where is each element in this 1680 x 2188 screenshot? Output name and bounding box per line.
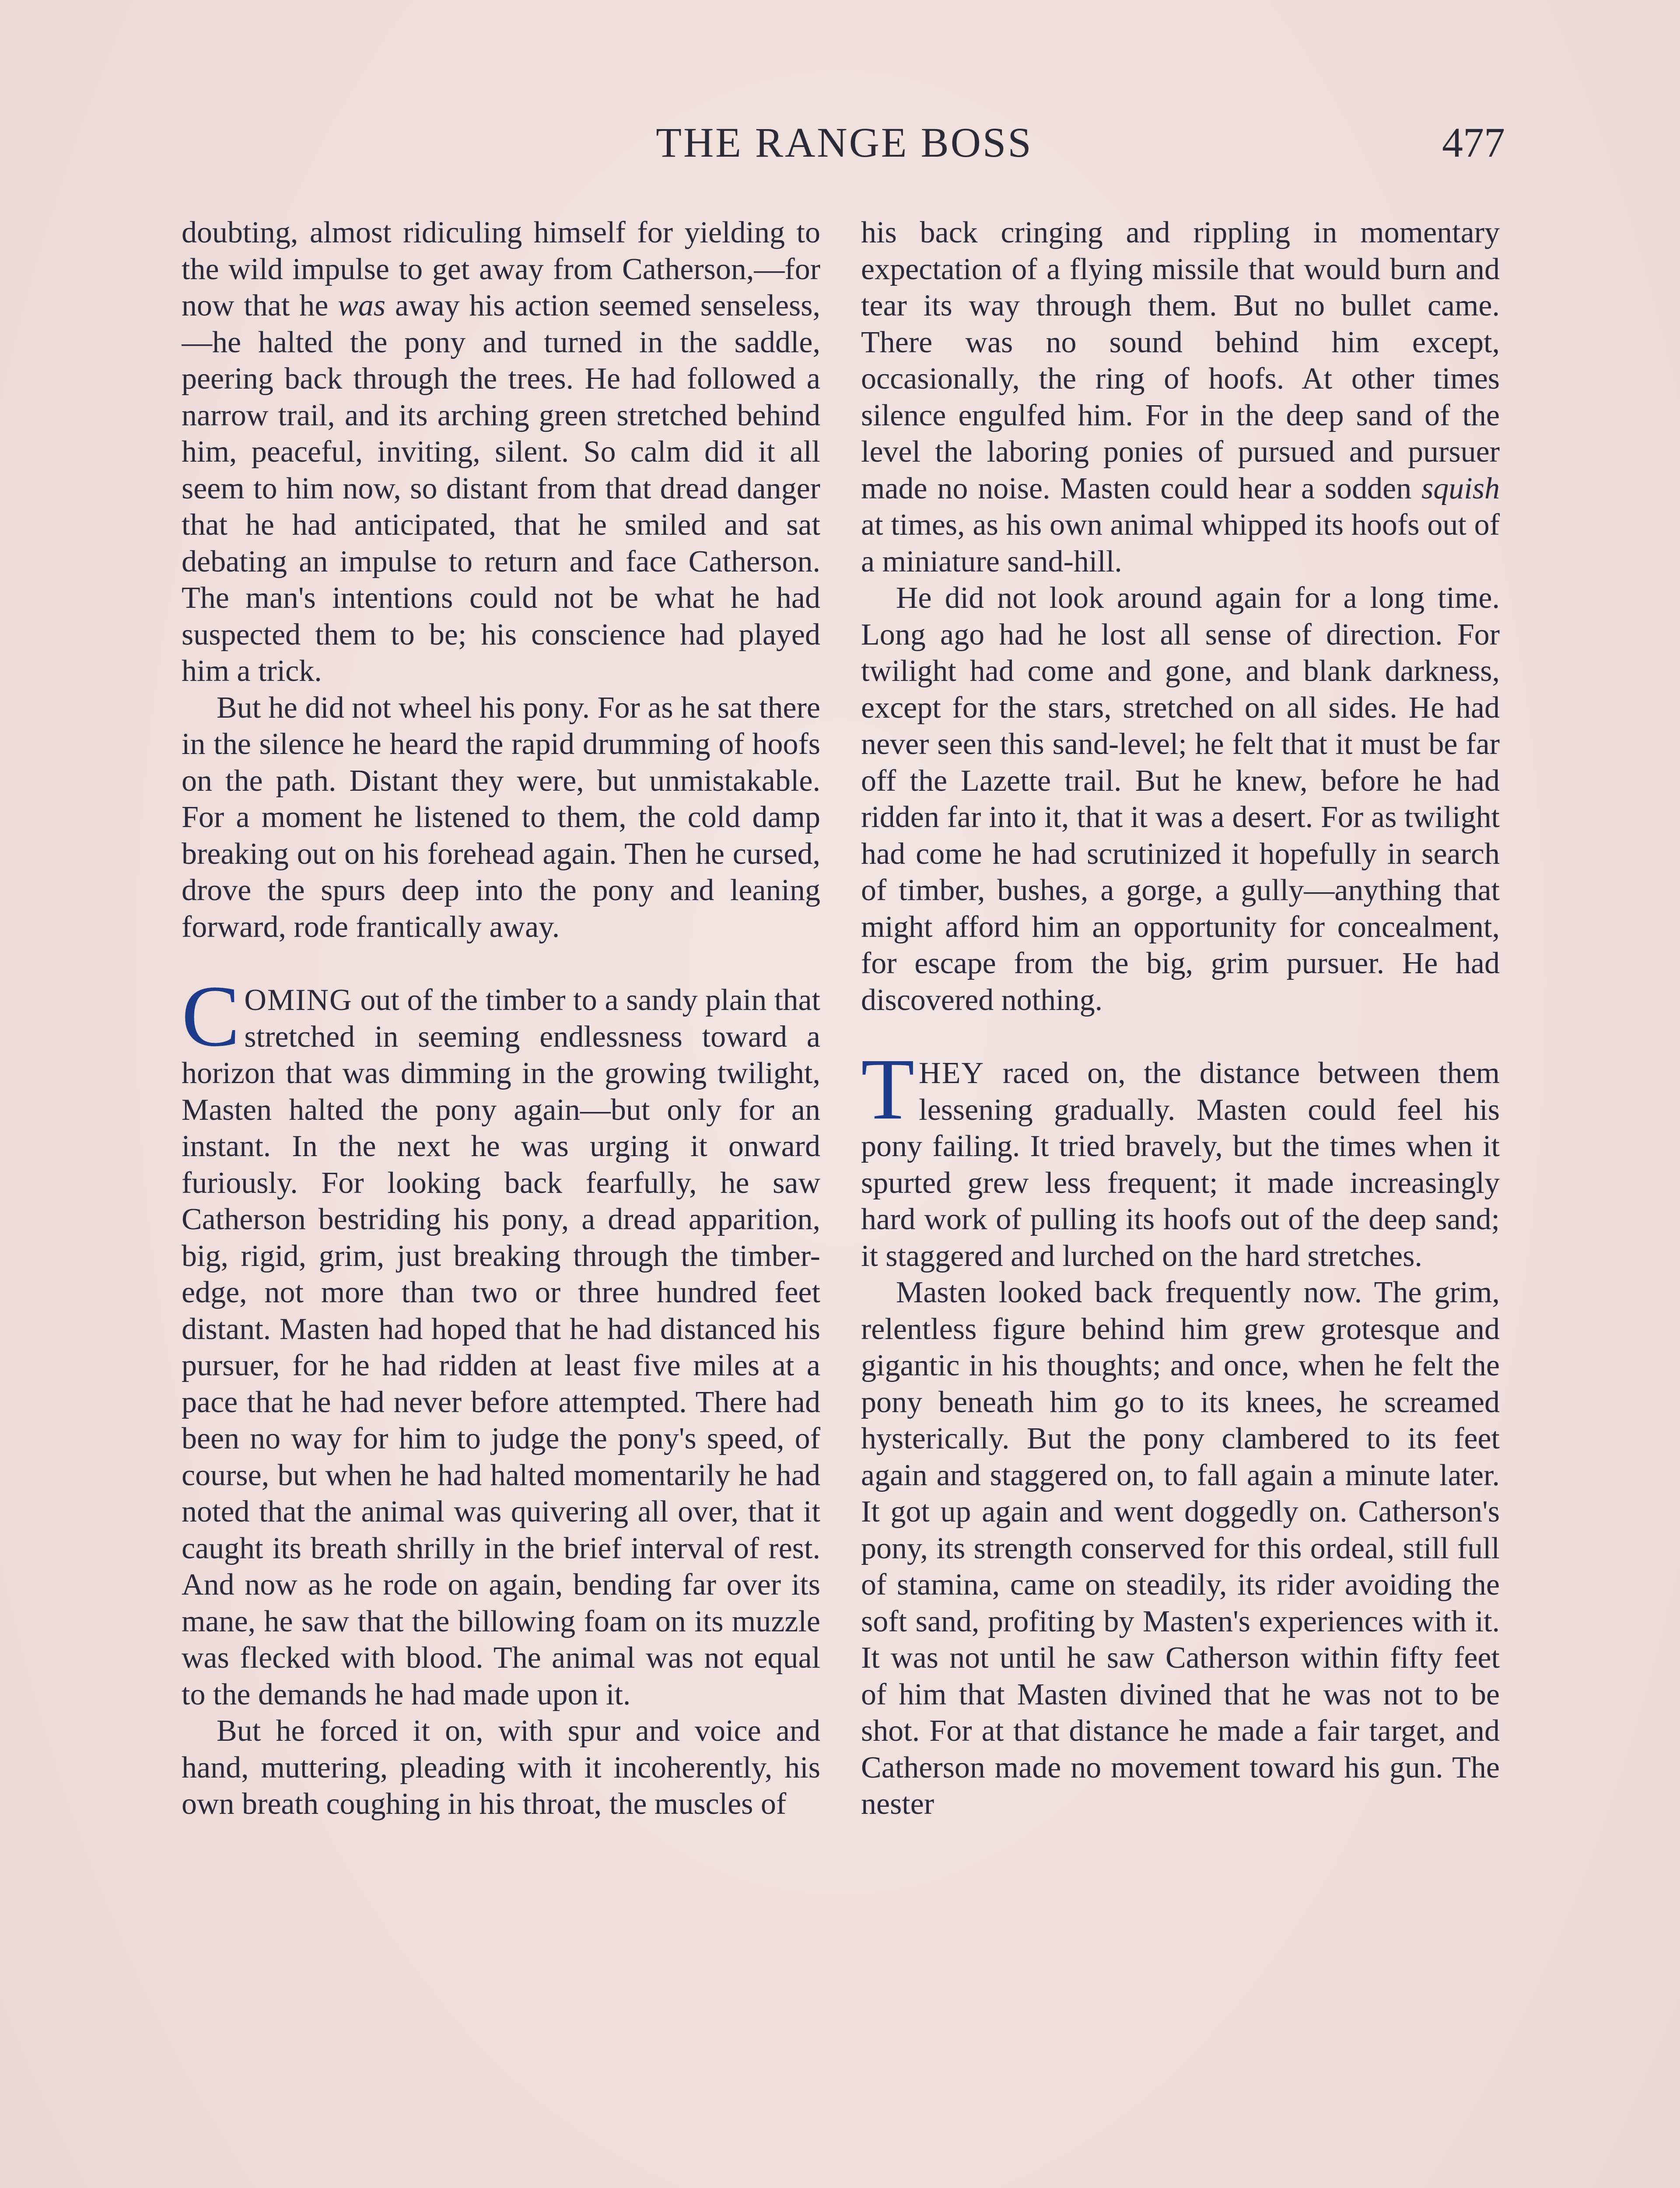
paragraph <box>182 214 820 690</box>
drop-cap: C <box>182 968 240 1065</box>
paragraph: He did not look around again for a long time. Long ago had he lost all sense of direction. For twilight had come and gone, and blank darkness, except for the stars, stretched on all sides. He had never seen this sand-level; he felt that it must be far off the Lazette trail. But he knew, before he had ridden far into it, that it was a desert. For as twilight had come he had scrutinized it hopefully in search of timber, bushes, a gorge, a gully—anything that might afford him an opportunity for concealment, for escape from the big, grim pursuer. He had discovered nothing. <box>861 581 1500 1017</box>
paragraph-text: away his action seemed senseless,—he halted the pony and turned in the saddle, peering back through the trees. He had followed a narrow trail, and its arching green stretched behind him, peaceful, inviting, silent. So calm did it all seem to him now, so distant from that dread danger that he had anticipated, that he smiled and sat debating an impulse to return and face Catherson. The man's intentions could not be what he had suspected them to be; his conscience had played him a trick. <box>182 289 820 688</box>
small-caps-text: OMING <box>244 983 353 1017</box>
paragraph-text: at times, as his own animal whipped its hoofs out of a miniature sand-hill. <box>861 508 1500 579</box>
running-title: THE RANGE BOSS <box>656 119 1033 166</box>
paragraph: But he did not wheel his pony. For as he sat there in the silence he heard the rapid drumming of hoofs on the path. Distant they were, but unmistakable. For a moment he listened to them, the cold damp breaking out on his forehead again. Then he cursed, drove the spurs deep into the pony and leaning forward, rode frantically away. <box>182 691 820 944</box>
section-paragraph <box>861 1041 1500 1274</box>
right-column <box>861 214 1500 2188</box>
emphasis-text: was <box>338 289 386 323</box>
paragraph: But he forced it on, with spur and voice and hand, muttering, pleading with it incoherently, his own breath coughing in his throat, the muscles of <box>182 1714 820 1821</box>
left-column <box>182 214 820 2188</box>
paragraph-text: raced on, the distance between them lessening gradually. Masten could feel his pony failing. It tried bravely, but the times when it spurted grew less frequent; it made increasingly hard work of pulling its hoofs out of the deep sand; it staggered and lurched on the hard stretches. <box>861 1056 1500 1273</box>
page-number: 477 <box>1442 119 1505 166</box>
paragraph-text: doubting, almost ridiculing himself for yielding to the wild impulse to get away from Catherson,—for now that he <box>182 216 820 323</box>
paragraph: Masten looked back frequently now. The grim, relentless figure behind him grew grotesque and gigantic in his thoughts; and once, when he felt the pony beneath him go to its knees, he screamed hysterically. But the pony clambered to its feet again and staggered on, to fall again a minute later. It got up again and went doggedly on. Catherson's pony, its strength conserved for this ordeal, still full of stamina, came on steadily, its rider avoiding the soft sand, profiting by Masten's experiences with it. It was not until he saw Catherson within fifty feet of him that Masten divined that he was not to be shot. For at that distance he made a fair target, and Catherson made no movement toward his gun. The nester <box>861 1276 1500 1821</box>
small-caps-text: HEY <box>919 1056 985 1090</box>
drop-cap: T <box>861 1041 915 1138</box>
emphasis-text: squish <box>1421 471 1500 505</box>
section-paragraph <box>182 968 820 1713</box>
running-head <box>184 118 1505 171</box>
paragraph-text: out of the timber to a sandy plain that stretched in seeming endlessness toward a horizon that was dimming in the growing twilight, Masten halted the pony again—but only for an instant. In the next he was urging it onward furiously. For looking back fearfully, he saw Catherson bestriding his pony, a dread apparition, big, rigid, grim, just breaking through the timber-edge, not more than two or three hundred feet distant. Masten had hoped that he had distanced his pursuer, for he had ridden at least five miles at a pace that he had never before attempted. There had been no way for him to judge the pony's speed, of course, but when he had halted momentarily he had noted that the animal was quivering all over, that it caught its breath shrilly in the brief interval of rest. And now as he rode on again, bending far over its mane, he saw that the billowing foam on its muzzle was flecked with blood. The animal was not equal to the demands he had made upon it. <box>182 983 820 1711</box>
paragraph <box>861 214 1500 580</box>
paragraph-text: his back cringing and rippling in momentary expectation of a flying missile that would burn and tear its way through them. But no bullet came. There was no sound behind him except, occasionally, the ring of hoofs. At other times silence engulfed him. For in the deep sand of the level the laboring ponies of pursued and pursuer made no noise. Masten could hear a sodden <box>861 216 1500 505</box>
